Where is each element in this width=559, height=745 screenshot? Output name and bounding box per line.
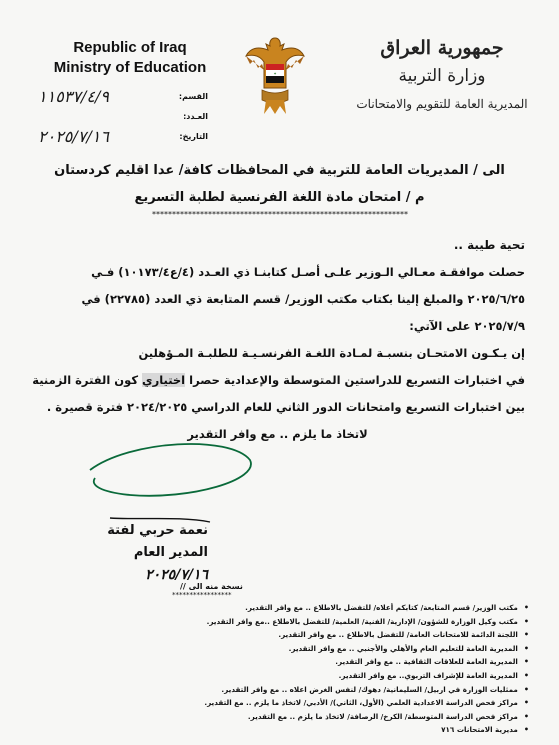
paragraph-2-line-1: إن يـكـون الامتحـان بنسبـة لمـادة اللغـة الفرنسـيـة للطلبـة المـؤهلين: [138, 346, 525, 360]
highlighted-word: اختياري: [142, 373, 186, 387]
republic-title: Republic of Iraq: [73, 39, 187, 56]
signatory-name: نعمة حربي لفتة: [107, 523, 208, 538]
eagle-emblem-icon: [244, 34, 306, 116]
signature-date: ٢٠٢٥/٧/١٦: [145, 567, 208, 583]
list-item: • المديرية العامة للتعليم العام والأهلي والأجنبي .. مع وافر التقدير.: [30, 642, 529, 656]
list-item: • ممثليات الوزارة في اربيل/ السليمانية/ دهوك/ لنفس الغرض اعلاه .. مع وافر التقدير.: [30, 683, 529, 697]
paragraph-1-line-1: حصلت موافقـة معـالي الـوزير علـى أصـل كتابنـا ذي العـدد (٤/ع١٠١٧٣/٤) فـي: [91, 265, 525, 279]
date-label: التاريخ:: [179, 131, 208, 141]
number-value: ١١٥٣٧/٤/٩: [38, 86, 109, 106]
arabic-ministry-title: وزارة التربية: [398, 66, 486, 86]
closing-line: لاتخاذ ما يلزم .. مع وافر التقدير: [187, 427, 368, 441]
copies-stars: *****************: [172, 591, 232, 599]
number-label: القسم:: [178, 91, 208, 101]
separator-stars: ****************************************************************: [152, 210, 408, 219]
reference-number-row: [38, 86, 208, 106]
subject-line: م / امتحان مادة اللغة الفرنسية لطلبة التسريع: [134, 190, 425, 205]
list-item: • مكتب الوزير/ قسم المتابعة/ كتابكم أعلاه/ للتفضل بالاطلاع .. مع وافر التقدير.: [30, 601, 529, 615]
signatory-title: المدير العام: [133, 545, 208, 560]
paragraph-1-line-3: ٢٠٢٥/٧/٩ على الآتي:: [409, 319, 525, 333]
paragraph-2-line-2: في اختبارات التسريع للدراستين المتوسطة والإعدادية حصرا اختياري كون الفترة الزمنية: [32, 373, 525, 387]
paragraph-2-line-3: بين اختبارات التسريع وامتحانات الدور الثاني للعام الدراسي ٢٠٢٤/٢٠٢٥ فترة قصيرة .: [46, 400, 525, 414]
list-item: • المديرية العامة للإشراف التربوي.. مع وافر التقدير.: [30, 669, 529, 683]
count-label: العـدد:: [183, 111, 208, 121]
reference-count-row: [38, 106, 208, 126]
list-item: • مكتب وكيل الوزارة للشؤون/ الإدارية/ الفنية/ العلمية/ للتفضل بالاطلاع ..مع وافر التقدير.: [30, 615, 529, 629]
arabic-directorate-title: المديرية العامة للتقويم والامتحانات: [356, 97, 528, 111]
paragraph-1-line-2: ٢٠٢٥/٦/٢٥ والمبلغ إلينا بكتاب مكتب الوزير/ قسم المتابعة ذي العدد (٢٢٧٨٥) في: [81, 292, 525, 306]
reference-block: [38, 86, 208, 146]
svg-text:✦: ✦: [273, 71, 277, 76]
ministry-title: Ministry of Education: [53, 59, 207, 76]
list-item: • المديرية العامة للعلاقات الثقافية .. مع وافر التقدير.: [30, 655, 529, 669]
copies-items: [30, 601, 529, 737]
letter-body: [30, 232, 525, 448]
list-item: • مراكز فحص الدراسة المتوسطة/ الكرخ/ الرصافة/ لاتخاذ ما يلزم .. مع التقدير.: [30, 710, 529, 724]
recipient-line: الى / المديريات العامة للتربية في المحافظات كافة/ عدا اقليم كردستان: [54, 163, 505, 178]
copies-title: نسخة منه الى //: [180, 582, 243, 591]
list-item: • اللجنة الدائمة للامتحانات العامة/ للتفضل بالاطلاع .. مع وافر التقدير.: [30, 628, 529, 642]
greeting: تحية طيبة ..: [453, 238, 525, 252]
list-item: • مديرية الامتحانات ٧١٦: [30, 723, 529, 737]
copies-list: [30, 582, 529, 737]
english-letterhead: [40, 38, 220, 78]
arabic-letterhead: [347, 34, 537, 118]
signature-block: [88, 520, 208, 586]
date-value: ٢٠٢٥/٧/١٦: [38, 126, 109, 146]
reference-date-row: [38, 126, 208, 146]
list-item: • مراكز فحص الدراسة الاعدادية العلمي (الأول، الثاني)/ الأدبي/ لاتخاذ ما يلزم .. مع التقدير.: [30, 696, 529, 710]
arabic-republic-title: جمهورية العراق: [380, 37, 504, 59]
